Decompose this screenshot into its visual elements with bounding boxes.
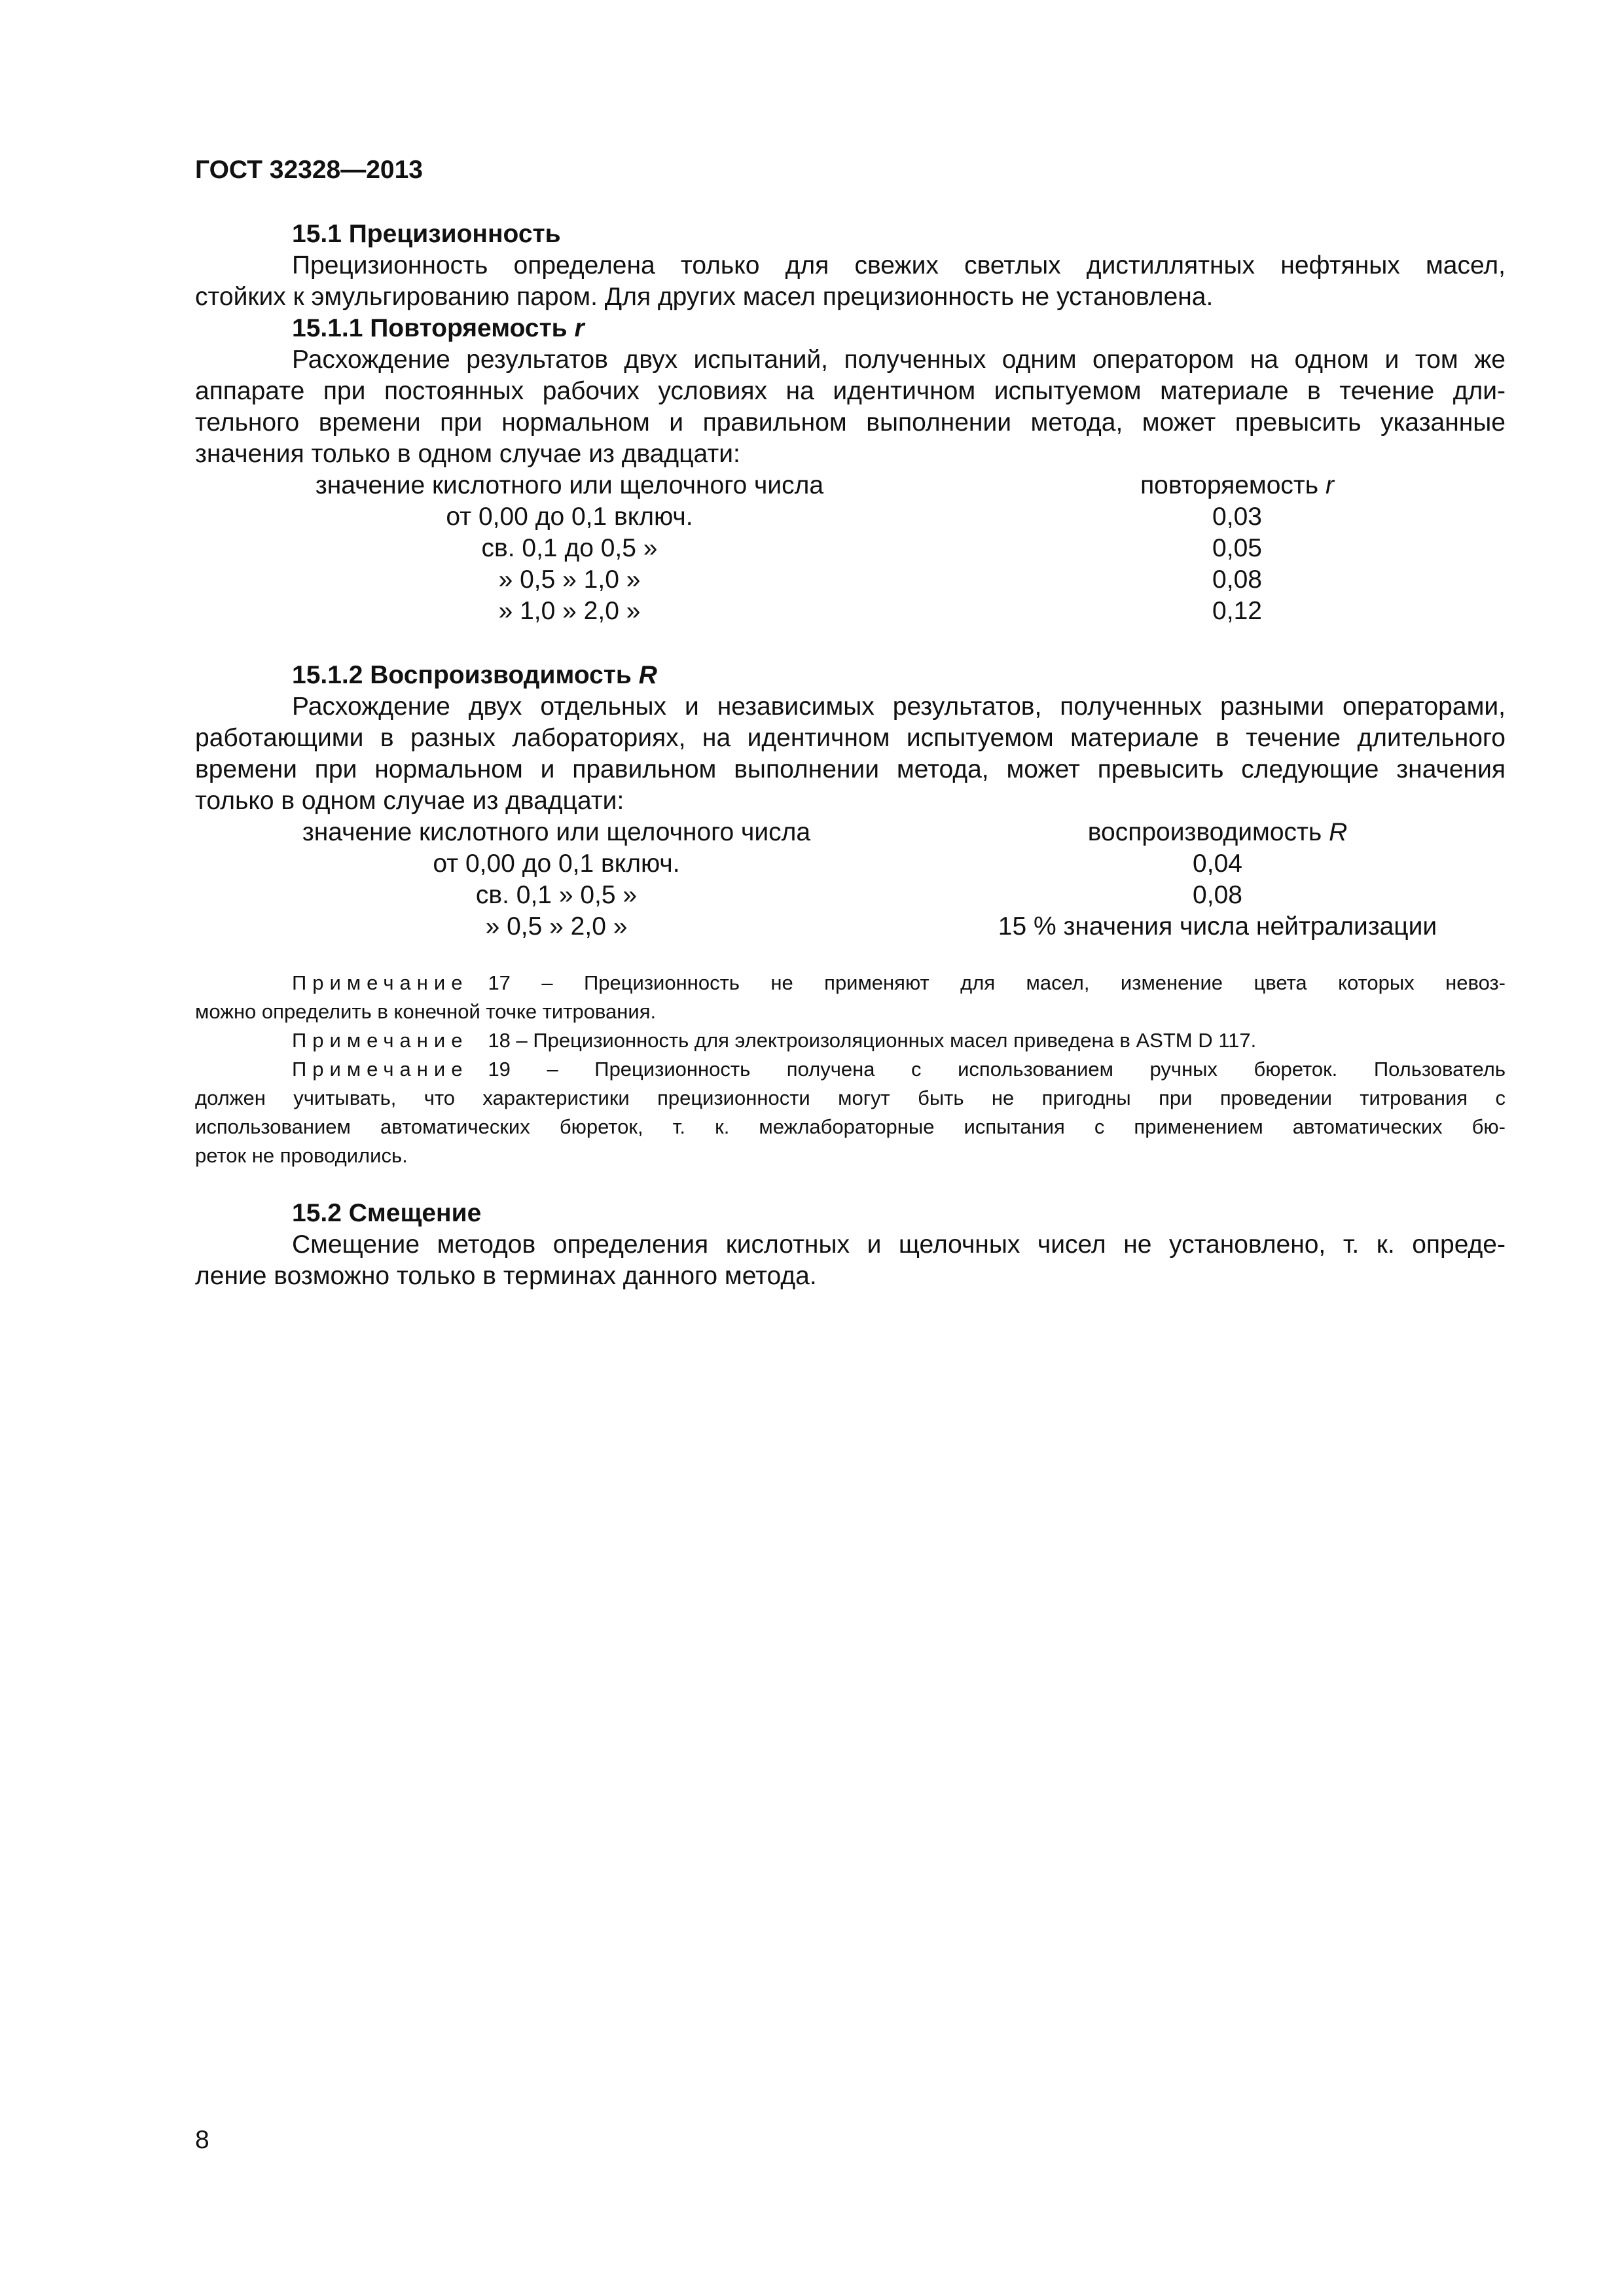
note-19 xyxy=(292,1059,1506,1079)
table-cell-value: 0,03 xyxy=(1212,503,1262,531)
paragraph-line: Расхождение результатов двух испытаний, полученных одним оператором на одном и том же xyxy=(292,346,1506,374)
paragraph-line: Смещение методов определения кислотных и щелочных чисел не установлено, т. к. опреде- xyxy=(292,1230,1506,1259)
section-heading-15-1: 15.1 Прецизионность xyxy=(292,220,561,248)
table-cell-value: 0,08 xyxy=(1193,881,1242,909)
table-cell-range: от 0,00 до 0,1 включ. xyxy=(446,503,693,531)
paragraph-line: времени при нормальном и правильном выполнении метода, может превысить следующие значения xyxy=(195,755,1506,783)
paragraph-line: только в одном случае из двадцати: xyxy=(195,787,624,815)
section-heading-15-2: 15.2 Смещение xyxy=(292,1199,482,1227)
table-cell-value: 15 % значения числа нейтрализации xyxy=(998,912,1437,941)
note-text: 19 – Прецизионность получена с использованием ручных бюреток. Пользователь xyxy=(488,1058,1506,1081)
table-cell-value: 0,12 xyxy=(1212,597,1262,625)
table-cell-range: св. 0,1 до 0,5 » xyxy=(481,534,658,562)
note-label: Примечание xyxy=(292,971,469,994)
paragraph-line: аппарате при постоянных рабочих условиях на идентичном испытуемом материале в течение дли- xyxy=(195,377,1506,405)
table-header-range: значение кислотного или щелочного числа xyxy=(315,471,824,499)
table-header-value: воспроизводимость R xyxy=(1087,818,1348,846)
section-heading-15-1-1: 15.1.1 Повторяемость r xyxy=(292,314,585,342)
paragraph-line: значения только в одном случае из двадцати: xyxy=(195,440,740,468)
note-17 xyxy=(292,973,1506,993)
document-header: ГОСТ 32328—2013 xyxy=(195,156,423,184)
table-cell-value: 0,04 xyxy=(1193,850,1242,878)
note-line: реток не проводились. xyxy=(195,1144,408,1167)
note-label: Примечание xyxy=(292,1058,469,1081)
table-header-range: значение кислотного или щелочного числа xyxy=(302,818,811,846)
table-cell-range: св. 0,1 » 0,5 » xyxy=(475,881,638,909)
note-label: Примечание xyxy=(292,1029,469,1052)
page-number: 8 xyxy=(195,2126,209,2154)
table-cell-value: 0,05 xyxy=(1212,534,1262,562)
paragraph-line: Прецизионность определена только для свежих светлых дистиллятных нефтяных масел, xyxy=(292,251,1506,279)
note-text: 17 – Прецизионность не применяют для масел, изменение цвета которых невоз- xyxy=(488,971,1506,994)
note-line: должен учитывать, что характеристики прецизионности могут быть не пригодны при проведении титрования с xyxy=(195,1086,1506,1109)
paragraph-line: стойких к эмульгированию паром. Для других масел прецизионность не установлена. xyxy=(195,283,1214,311)
table-cell-value: 0,08 xyxy=(1212,565,1262,594)
paragraph-line: работающими в разных лабораториях, на идентичном испытуемом материале в течение длительного xyxy=(195,724,1506,752)
table-header-value: повторяемость r xyxy=(1140,471,1334,499)
paragraph-line: Расхождение двух отдельных и независимых результатов, полученных разными операторами, xyxy=(292,692,1506,721)
paragraph-line: тельного времени при нормальном и правильном выполнении метода, может превысить указанные xyxy=(195,408,1506,437)
section-heading-15-1-2: 15.1.2 Воспроизводимость R xyxy=(292,661,657,689)
table-cell-range: » 1,0 » 2,0 » xyxy=(498,597,641,625)
paragraph-line: ление возможно только в терминах данного метода. xyxy=(195,1262,817,1290)
table-cell-range: » 0,5 » 1,0 » xyxy=(498,565,641,594)
note-line: можно определить в конечной точке титрования. xyxy=(195,1000,657,1023)
note-line: использованием автоматических бюреток, т. к. межлабораторные испытания с применением автоматических бю- xyxy=(195,1115,1506,1138)
table-cell-range: » 0,5 » 2,0 » xyxy=(485,912,628,941)
table-cell-range: от 0,00 до 0,1 включ. xyxy=(433,850,680,878)
note-18 xyxy=(292,1030,1256,1050)
note-text: 18 – Прецизионность для электроизоляционных масел приведена в ASTM D 117. xyxy=(488,1029,1257,1052)
